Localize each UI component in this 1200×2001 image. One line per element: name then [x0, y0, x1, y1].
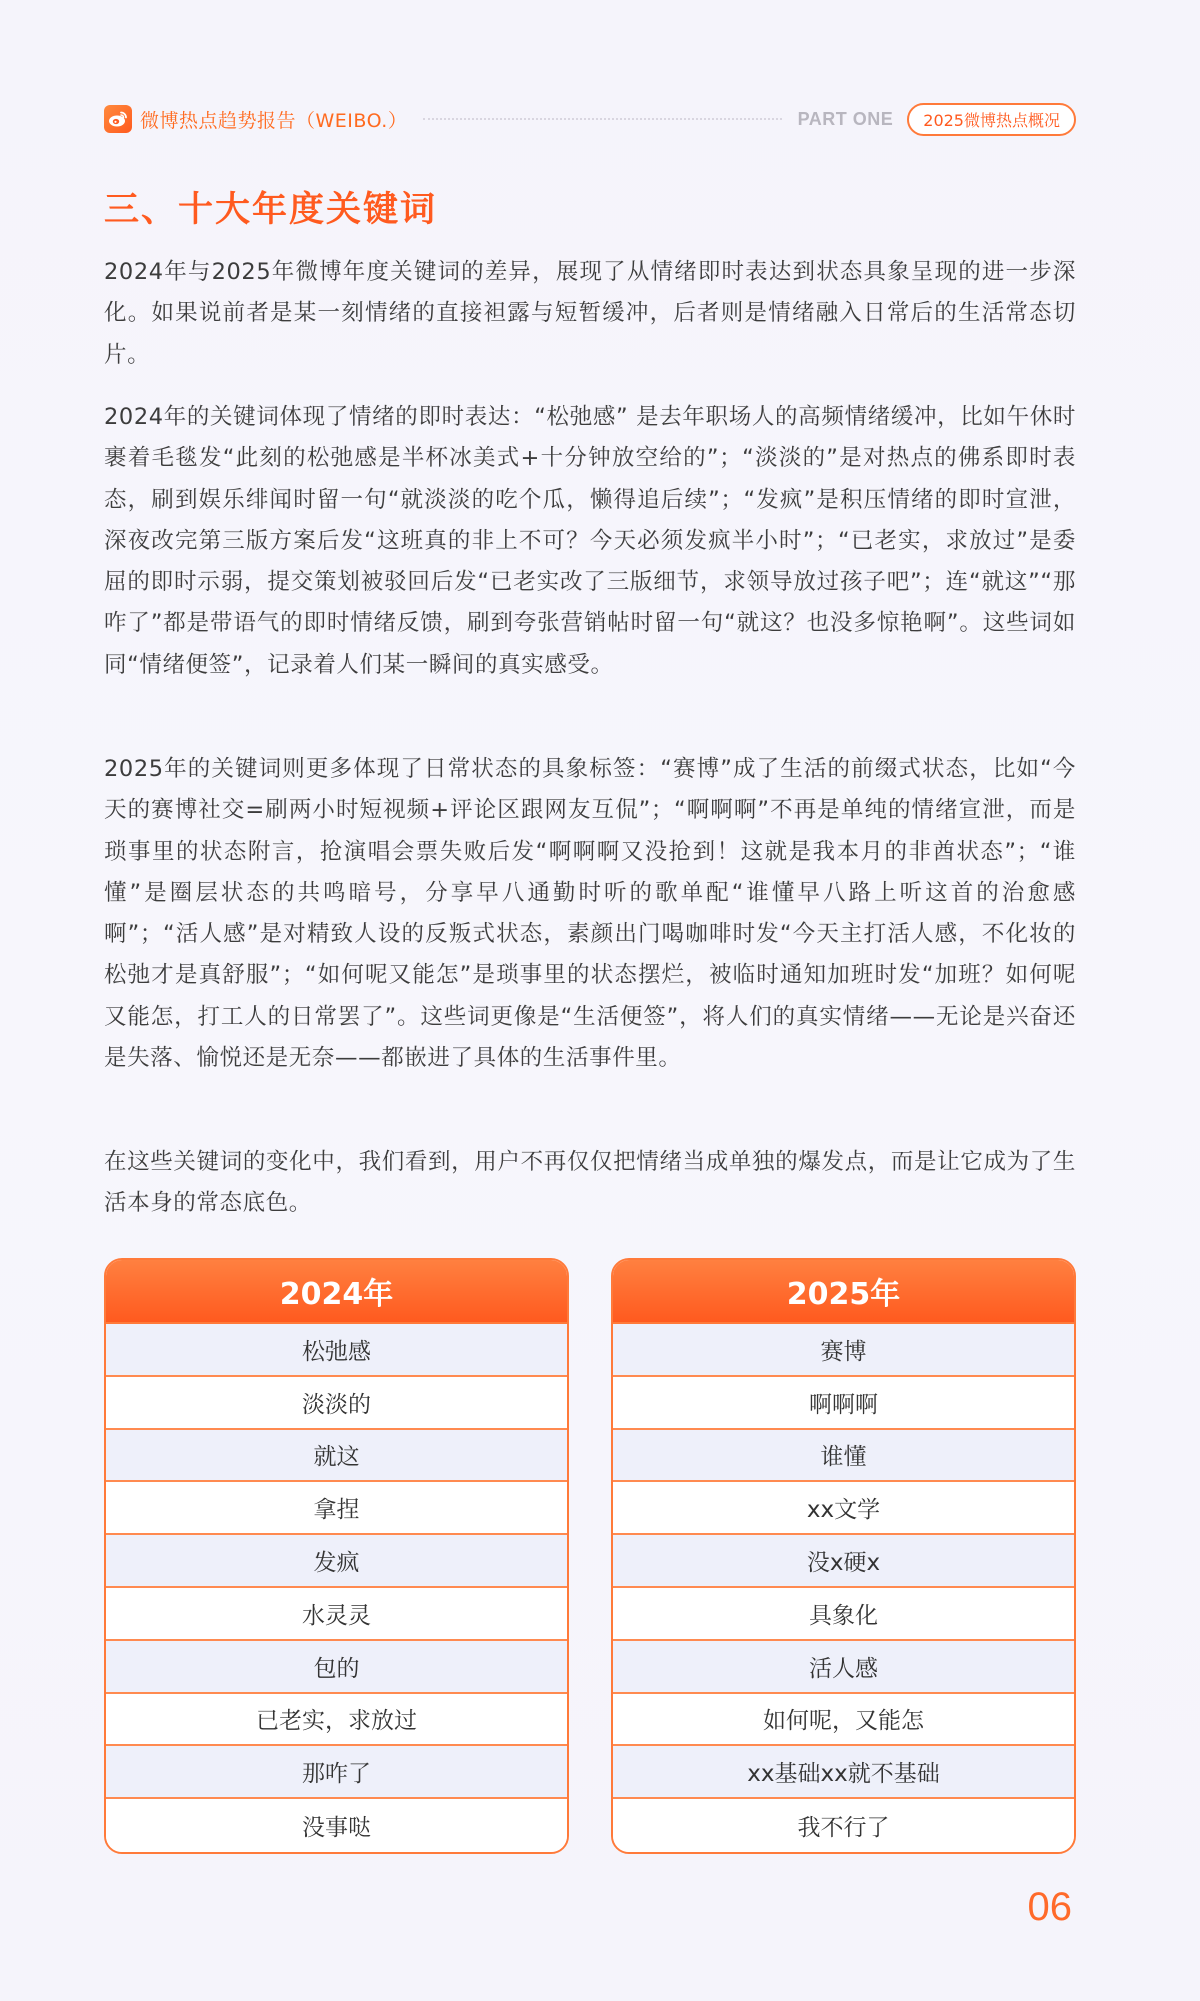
part-label: PART ONE	[797, 108, 894, 129]
header-divider	[423, 118, 781, 120]
table-row: 那咋了	[106, 1746, 567, 1799]
table-row: 包的	[106, 1641, 567, 1694]
table-row: 谁懂	[613, 1430, 1074, 1483]
report-title: 微博热点趋势报告（WEIBO.）	[140, 109, 408, 132]
table-row: 具象化	[613, 1588, 1074, 1641]
paragraph-2025: 2025年的关键词则更多体现了日常状态的具象标签：“赛博”成了生活的前缀式状态，比如“今天的赛博社交=刷两小时短视频+评论区跟网友互侃”；“啊啊啊”不再是单纯的情绪宣泄，而是琐事里的状态附言，抢演唱会票失败后发“啊啊啊又没抢到！这就是我本月的非酋状态”；“谁懂”是圈层状态的共鸣暗号，分享早八通勤时听的歌单配“谁懂早八路上听这首的治愈感啊”；“活人感”是对精致人设的反叛式状态，素颜出门喝咖啡时发“今天主打活人感，不化妆的松弛才是真舒服”；“如何呢又能怎”是琐事里的状态摆烂，被临时通知加班时发“加班？如何呢又能怎，打工人的日常罢了”。这些词更像是“生活便签”，将人们的真实情绪——无论是兴奋还是失落、愉悦还是无奈——都嵌进了具体的生活事件里。	[104, 756, 1076, 1072]
page-number: 06	[1027, 1885, 1072, 1929]
table-row: 活人感	[613, 1641, 1074, 1694]
table-header: 2025年	[613, 1260, 1074, 1324]
table-row: 啊啊啊	[613, 1377, 1074, 1430]
table-row: 淡淡的	[106, 1377, 567, 1430]
table-row: 发疯	[106, 1535, 567, 1588]
page-header	[104, 100, 1076, 138]
section-heading: 三、十大年度关键词	[104, 190, 438, 230]
paragraph-intro: 2024年与2025年微博年度关键词的差异，展现了从情绪即时表达到状态具象呈现的进一步深化。如果说前者是某一刻情绪的直接袒露与短暂缓冲，后者则是情绪融入日常后的生活常态切片。	[104, 259, 1076, 368]
paragraph-conclusion: 在这些关键词的变化中，我们看到，用户不再仅仅把情绪当成单独的爆发点，而是让它成为了生活本身的常态底色。	[104, 1149, 1076, 1217]
table-row: 已老实，求放过	[106, 1694, 567, 1747]
table-row: 没事哒	[106, 1799, 567, 1852]
paragraph-2024: 2024年的关键词体现了情绪的即时表达：“松弛感” 是去年职场人的高频情绪缓冲，比如午休时裹着毛毯发“此刻的松弛感是半杯冰美式+十分钟放空给的”；“淡淡的”是对热点的佛系即时表态，刷到娱乐绯闻时留一句“就淡淡的吃个瓜，懒得追后续”；“发疯”是积压情绪的即时宣泄，深夜改完第三版方案后发“这班真的非上不可？今天必须发疯半小时”；“已老实，求放过”是委屈的即时示弱，提交策划被驳回后发“已老实改了三版细节，求领导放过孩子吧”；连“就这”“那咋了”都是带语气的即时情绪反馈，刷到夸张营销帖时留一句“就这？也没多惊艳啊”。这些词如同“情绪便签”，记录着人们某一瞬间的真实感受。	[104, 404, 1076, 678]
table-row: 水灵灵	[106, 1588, 567, 1641]
keywords-table-2024	[104, 1258, 569, 1854]
section-pill: 2025微博热点概况	[907, 103, 1076, 136]
table-row: 赛博	[613, 1324, 1074, 1377]
table-row: 拿捏	[106, 1482, 567, 1535]
table-row: xx基础xx就不基础	[613, 1746, 1074, 1799]
keywords-table-2025	[611, 1258, 1076, 1854]
table-row: 我不行了	[613, 1799, 1074, 1852]
table-row: xx文学	[613, 1482, 1074, 1535]
table-row: 没x硬x	[613, 1535, 1074, 1588]
table-row: 松弛感	[106, 1324, 567, 1377]
table-row: 就这	[106, 1430, 567, 1483]
weibo-logo-icon	[104, 105, 132, 133]
table-header: 2024年	[106, 1260, 567, 1324]
table-row: 如何呢，又能怎	[613, 1694, 1074, 1747]
